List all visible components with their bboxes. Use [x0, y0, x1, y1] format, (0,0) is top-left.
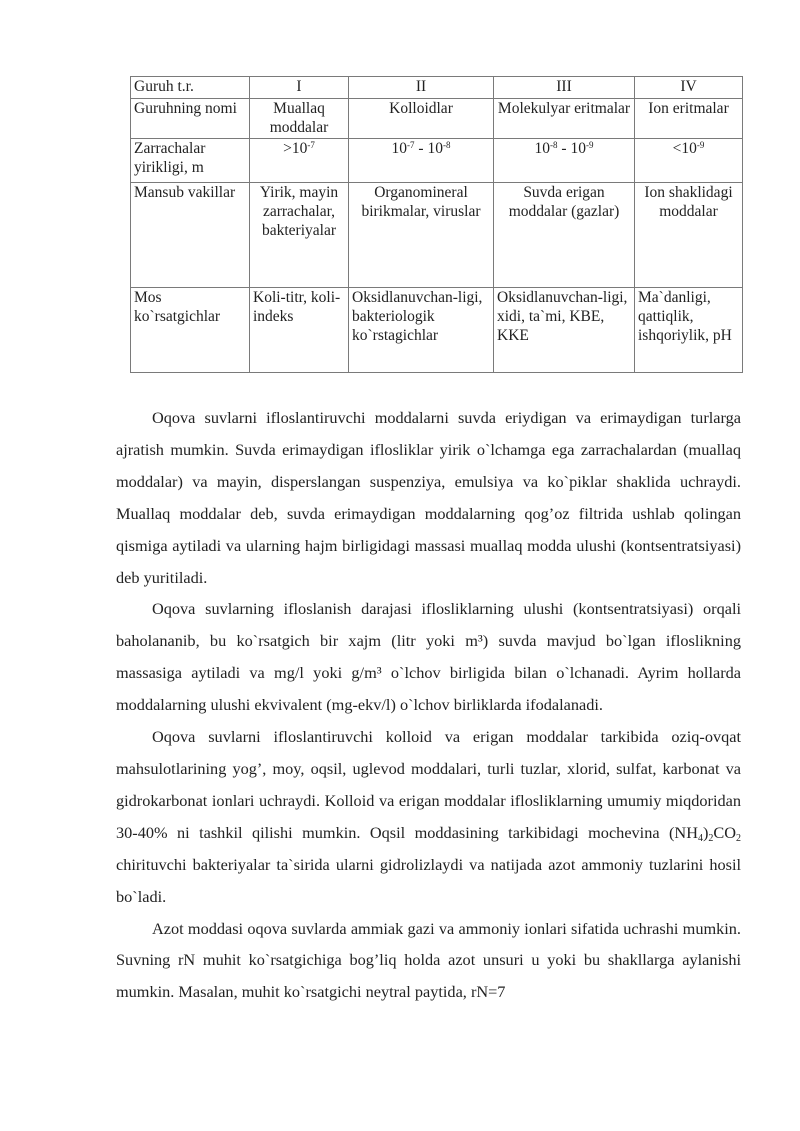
range-separator: -	[414, 140, 428, 157]
row-label: Mansub vakillar	[131, 183, 250, 288]
table-header-cell: Guruh t.r.	[131, 77, 250, 99]
size-exponent: -8	[550, 140, 558, 150]
table-row	[131, 288, 743, 373]
table-cell: Kolloidlar	[349, 99, 494, 139]
table-cell	[349, 139, 494, 183]
table-header-row	[131, 77, 743, 99]
size-exponent: -8	[442, 140, 451, 150]
size-exponent: -9	[696, 140, 705, 150]
size-value: 10	[391, 140, 408, 157]
table-cell: Suvda erigan moddalar (gazlar)	[494, 183, 635, 288]
paragraph-nitrogen: Azot moddasi oqova suvlarda ammiak gazi va ammoniy ionlari sifatida uchrashi mumkin. Suvning rN muhit ko`rsatgichiga bog’liq holda azot unsuri u yoki bu shakllarga aylanishi mumkin. Masalan, muhit ko`rsatgichi neytral paytida, rN=7	[116, 918, 741, 1002]
subscript: 4	[697, 832, 703, 844]
table-cell: Ion eritmalar	[635, 99, 743, 139]
table-header-cell: III	[494, 77, 635, 99]
row-label: Zarrachalar yirikligi, m	[131, 139, 250, 183]
paragraph-pollution-degree: Oqova suvlarning ifloslanish darajasi iflosliklarning ulushi (kontsentratsiyasi) orqali baholananib, bu ko`rsatgich bir xajm (litr yoki m³) suvda mavjud bo`lgan ifloslikning massasiga aytiladi va mg/l yoki g/m³ o`lchov birligida bilan o`lchanadi. Ayrim hollarda moddalarning ulushi ekvivalent (mg-ekv/l) o`lchov birliklarda ifodalanadi.	[116, 599, 741, 715]
row-label: Guruhning nomi	[131, 99, 250, 139]
text-run: )	[702, 822, 709, 842]
text-run: Oqova suvlarni ifloslantiruvchi kolloid va erigan moddalar tarkibida oziq-ovqat mahsulotlarining yog’, moy, oqsil, uglevod moddalari, turli tuzlar, xlorid, sulfat, karbonat va gidrokarbonat ionlari uchraydi. Kolloid va erigan moddalar iflosliklarning umumiy miqdoridan 30-40% ni tashkil qilishi mumkin. Oqsil moddasining tarkibidagi mochevina (NH	[116, 727, 741, 842]
table-header-cell: IV	[635, 77, 743, 99]
table-cell: Ion shaklidagi moddalar	[635, 183, 743, 288]
size-value: <10	[672, 140, 697, 157]
table-cell	[635, 139, 743, 183]
text-run: CO	[713, 822, 736, 842]
text-run: chirituvchi bakteriyalar ta`sirida ularni gidrolizlaydi va natijada azot ammoniy tuzlarini hosil bo`ladi.	[116, 822, 754, 906]
size-value: >10	[283, 140, 308, 157]
size-exponent: -7	[407, 140, 415, 150]
size-exponent: -9	[585, 140, 594, 150]
table-cell: Ma`danligi, qattiqlik, ishqoriylik, pH	[635, 288, 743, 373]
table-cell: Yirik, mayin zarrachalar, bakteriyalar	[250, 183, 349, 288]
pollutant-groups-table	[130, 76, 743, 373]
table-cell	[494, 139, 635, 183]
table-row	[131, 183, 743, 288]
table-cell	[250, 139, 349, 183]
table-cell: Muallaq moddalar	[250, 99, 349, 139]
paragraph-insoluble-pollutants: Oqova suvlarni ifloslantiruvchi moddalarni suvda eriydigan va erimaydigan turlarga ajratish mumkin. Suvda erimaydigan iflosliklar yirik o`lchamga ega zarrachalardan (muallaq moddalar) va mayin, disperslangan suspenziya, emulsiya va ko`piklar shaklida uchraydi. Muallaq moddalar deb, suvda erimaydigan moddalarning qog’oz filtrida ushlab qolingan qismiga aytiladi va ularning hajm birligidagi massasi muallaq modda ulushi (kontsentratsiyasi) deb yuritiladi.	[116, 408, 741, 587]
subscript: 2	[708, 832, 714, 844]
table-header-cell: II	[349, 77, 494, 99]
row-label: Mos ko`rsatgichlar	[131, 288, 250, 373]
size-exponent: -7	[307, 140, 315, 150]
size-value: 10	[534, 140, 551, 157]
table-cell: Oksidlanuvchan-ligi, bakteriologik ko`rstagichlar	[349, 288, 494, 373]
table-cell: Molekulyar eritmalar	[494, 99, 635, 139]
table-row	[131, 99, 743, 139]
range-separator: -	[557, 140, 571, 157]
size-value: 10	[570, 140, 586, 157]
table-cell: Koli-titr, koli-indeks	[250, 288, 349, 373]
table-header-cell: I	[250, 77, 349, 99]
table-cell: Organomineral birikmalar, viruslar	[349, 183, 494, 288]
size-value: 10	[427, 140, 443, 157]
table-row	[131, 139, 743, 183]
table-cell: Oksidlanuvchan-ligi, xidi, ta`mi, KBE, KKE	[494, 288, 635, 373]
paragraph-colloid-dissolved	[116, 721, 754, 912]
body-text	[116, 402, 754, 1008]
subscript: 2	[736, 832, 741, 844]
